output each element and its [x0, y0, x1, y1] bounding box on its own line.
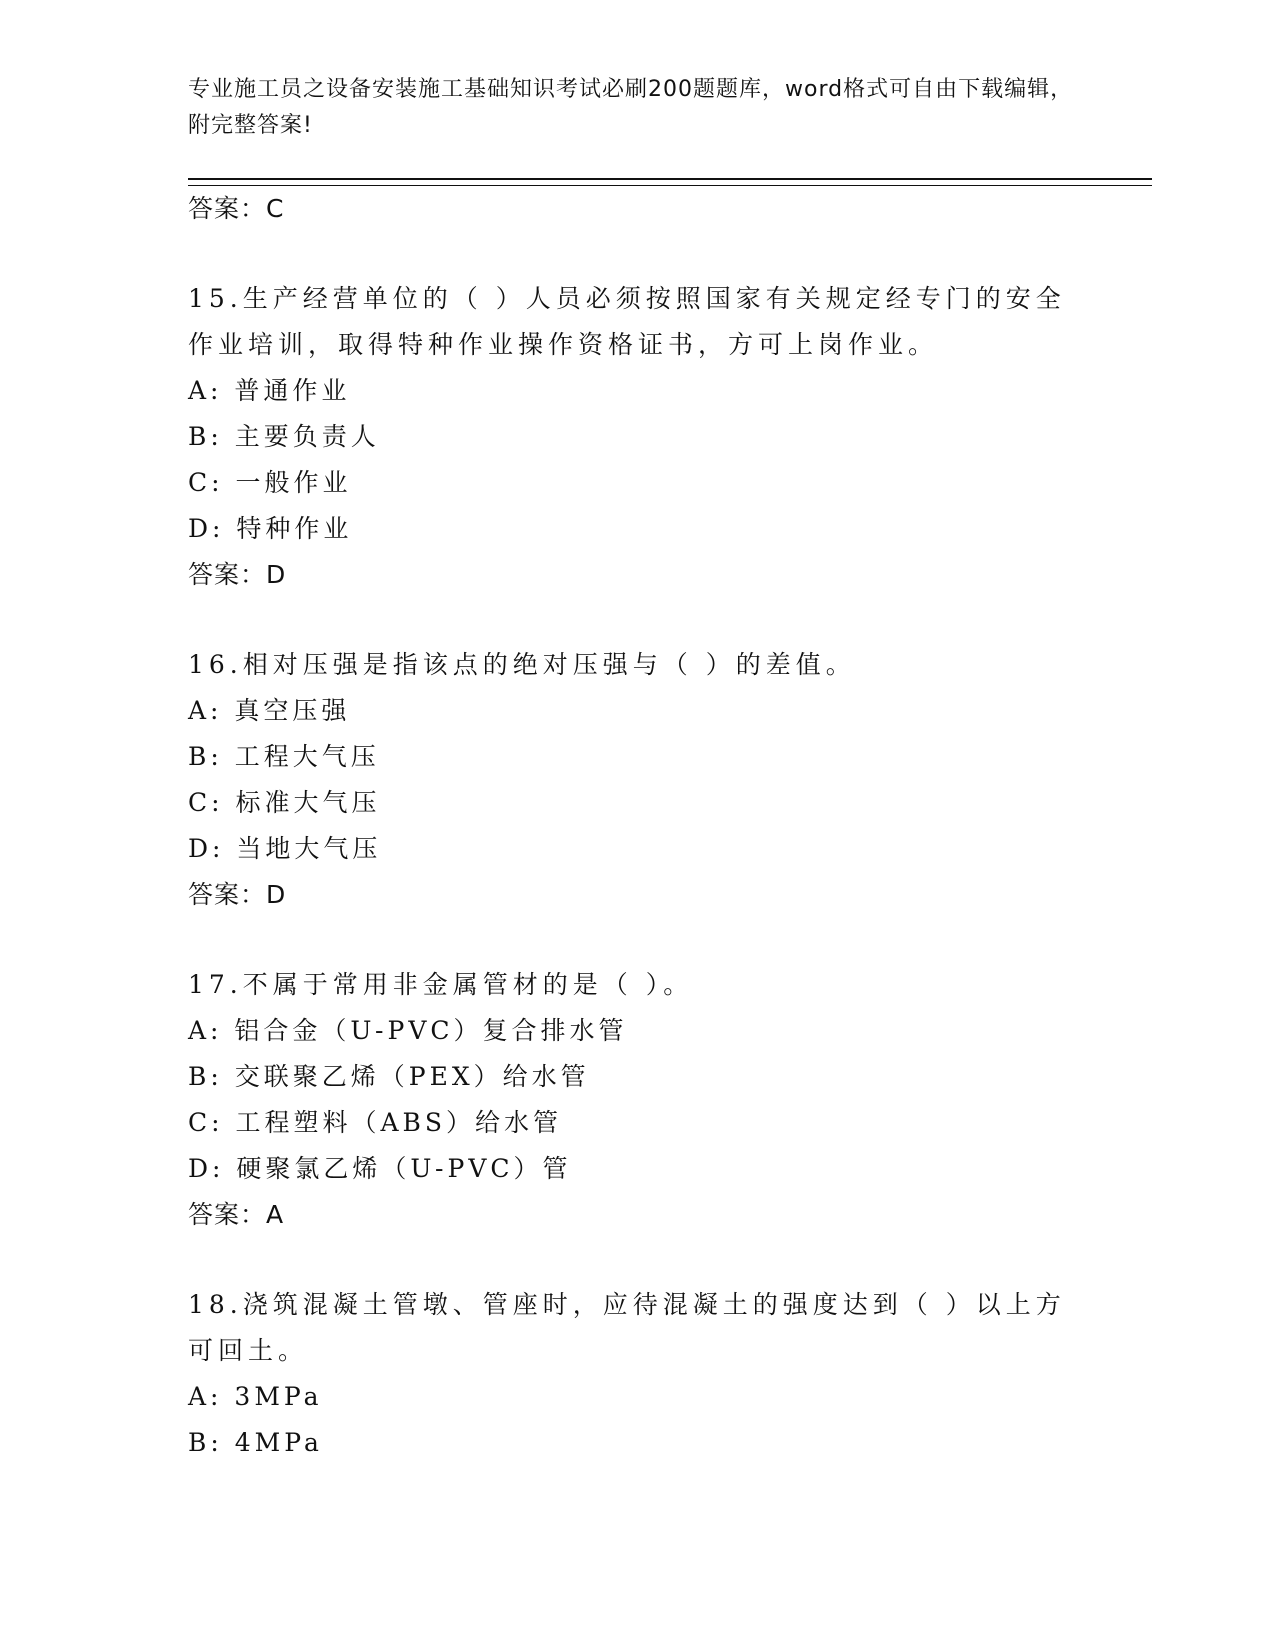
option-a: A: 3MPa	[188, 1382, 323, 1411]
option-d: D: 特种作业	[188, 514, 353, 543]
option-d: D: 当地大气压	[188, 834, 382, 863]
document-body	[188, 186, 1088, 1466]
option-a: A: 真空压强	[188, 696, 351, 725]
question-stem: 17.不属于常用非金属管材的是（ ）。	[188, 970, 694, 999]
option-c: C: 标准大气压	[188, 788, 381, 817]
option-a: A: 铝合金（U-PVC）复合排水管	[188, 1016, 628, 1045]
header-rule	[188, 178, 1152, 186]
question-15	[188, 276, 1088, 598]
option-b: B: 4MPa	[188, 1428, 323, 1457]
option-c: C: 一般作业	[188, 468, 352, 497]
option-b: B: 工程大气压	[188, 742, 380, 771]
answer-line: 答案：C	[188, 194, 285, 223]
option-c: C: 工程塑料（ABS）给水管	[188, 1108, 563, 1137]
answer-line: 答案：D	[188, 880, 287, 909]
option-b: B: 交联聚乙烯（PEX）给水管	[188, 1062, 590, 1091]
question-17	[188, 962, 1088, 1238]
answer-line: 答案：D	[188, 560, 287, 589]
option-a: A: 普通作业	[188, 376, 351, 405]
question-16	[188, 642, 1088, 918]
option-b: B: 主要负责人	[188, 422, 380, 451]
question-stem: 18.浇筑混凝土管墩、管座时，应待混凝土的强度达到（ ）以上方可回土。	[188, 1290, 1066, 1365]
question-stem: 15.生产经营单位的（ ）人员必须按照国家有关规定经专门的安全作业培训，取得特种作业操作资格证书，方可上岗作业。	[188, 284, 1066, 359]
question-stem: 16.相对压强是指该点的绝对压强与（ ）的差值。	[188, 650, 856, 679]
question-18	[188, 1282, 1088, 1466]
answer-line: 答案：A	[188, 1200, 285, 1229]
page-header: 专业施工员之设备安装施工基础知识考试必刷200题题库，word格式可自由下载编辑，附完整答案!	[188, 77, 1074, 138]
option-d: D: 硬聚氯乙烯（U-PVC）管	[188, 1154, 572, 1183]
